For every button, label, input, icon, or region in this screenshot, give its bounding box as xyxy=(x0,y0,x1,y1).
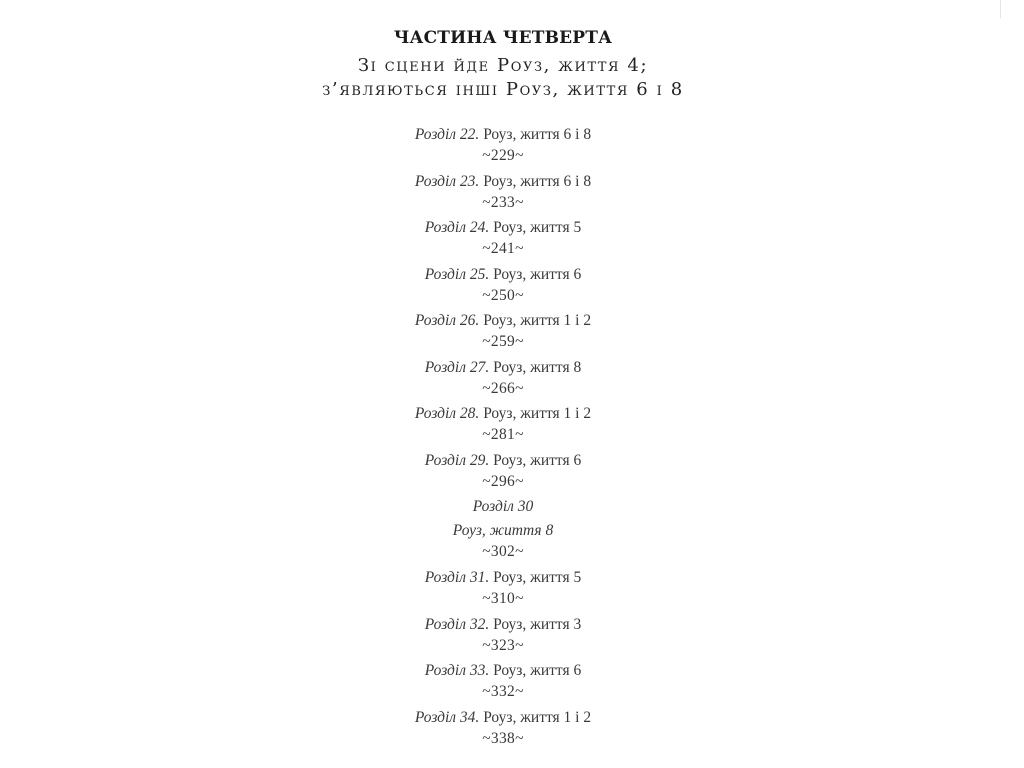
toc-entry-heading xyxy=(0,660,1006,682)
toc-entry-27 xyxy=(0,357,1006,404)
chapter-title: Роуз, життя 6 і 8 xyxy=(479,126,592,143)
toc-entry-heading xyxy=(0,450,1006,472)
chapter-number: Розділ 29. xyxy=(424,451,490,469)
chapter-number: Розділ 31. xyxy=(424,569,490,586)
toc-entry-22 xyxy=(0,124,1006,171)
chapter-title: Роуз, життя 1 і 2 xyxy=(479,312,592,329)
page-number: ~310~ xyxy=(482,590,524,607)
chapter-title: Роуз, життя 6 xyxy=(489,662,582,679)
part-subtitle-line-1: Зі сцени йде Роуз, життя 4; xyxy=(357,55,649,76)
chapter-title: Роуз, життя 6 і 8 xyxy=(479,172,592,190)
toc-entry-23 xyxy=(0,171,1006,218)
toc-entry-28 xyxy=(0,403,1006,450)
part-subtitle-line-2: з’являються інші Роуз, життя 6 і 8 xyxy=(322,79,684,100)
chapter-number: Розділ 28. xyxy=(414,405,480,422)
chapter-title: Роуз, життя 5 xyxy=(489,569,582,586)
toc-entry-31 xyxy=(0,567,1006,614)
chapter-title: Роуз, життя 3 xyxy=(489,615,582,633)
chapter-title: Роуз, життя 8 xyxy=(452,522,554,539)
page-number: ~302~ xyxy=(482,543,524,560)
page-number: ~296~ xyxy=(482,472,524,490)
chapter-title: Роуз, життя 6 xyxy=(489,451,582,469)
chapter-number: Розділ 34. xyxy=(414,708,480,726)
chapter-title: Роуз, життя 1 і 2 xyxy=(479,405,592,422)
toc-entry-25 xyxy=(0,264,1006,311)
toc-entry-26 xyxy=(0,310,1006,357)
toc-entry-heading xyxy=(0,707,1006,729)
page-number: ~229~ xyxy=(482,147,524,164)
chapter-number: Розділ 23. xyxy=(414,172,480,190)
chapter-number: Розділ 25. xyxy=(424,265,490,283)
toc-entry-heading xyxy=(0,171,1006,193)
table-of-contents xyxy=(0,124,1006,753)
page-number: ~323~ xyxy=(482,636,524,654)
page-number: ~281~ xyxy=(482,426,524,443)
chapter-title: Роуз, життя 8 xyxy=(489,358,582,376)
page-number: ~250~ xyxy=(482,286,524,304)
toc-entry-30 xyxy=(0,496,1006,567)
toc-entry-heading xyxy=(0,357,1006,379)
chapter-number: Розділ 22. xyxy=(414,126,480,143)
chapter-number: Розділ 30 xyxy=(472,498,534,515)
toc-entry-34 xyxy=(0,707,1006,754)
toc-entry-heading xyxy=(0,310,1006,332)
chapter-number: Розділ 27. xyxy=(424,358,490,376)
page-number: ~241~ xyxy=(482,240,524,257)
chapter-number: Розділ 24. xyxy=(424,219,490,236)
page-number: ~259~ xyxy=(482,333,524,350)
chapter-number: Розділ 32. xyxy=(424,615,490,633)
page-number: ~233~ xyxy=(482,193,524,211)
chapter-title: Роуз, життя 6 xyxy=(489,265,582,283)
page-number: ~332~ xyxy=(482,683,524,700)
toc-entry-heading xyxy=(0,124,1006,146)
page-number: ~338~ xyxy=(482,729,524,747)
toc-entry-heading xyxy=(0,567,1006,589)
toc-entry-heading xyxy=(0,403,1006,425)
chapter-title: Роуз, життя 5 xyxy=(489,219,582,236)
toc-entry-heading xyxy=(0,264,1006,286)
chapter-number: Розділ 26. xyxy=(414,312,480,329)
toc-entry-32 xyxy=(0,614,1006,661)
page-number: ~266~ xyxy=(482,379,524,397)
toc-entry-heading xyxy=(0,614,1006,636)
page-edge-mark xyxy=(1000,0,1001,18)
part-title: ЧАСТИНА ЧЕТВЕРТА xyxy=(393,28,613,48)
chapter-number: Розділ 33. xyxy=(424,662,490,679)
toc-entry-33 xyxy=(0,660,1006,707)
toc-entry-29 xyxy=(0,450,1006,497)
chapter-title: Роуз, життя 1 і 2 xyxy=(479,708,592,726)
toc-entry-24 xyxy=(0,217,1006,264)
toc-entry-heading xyxy=(0,217,1006,239)
